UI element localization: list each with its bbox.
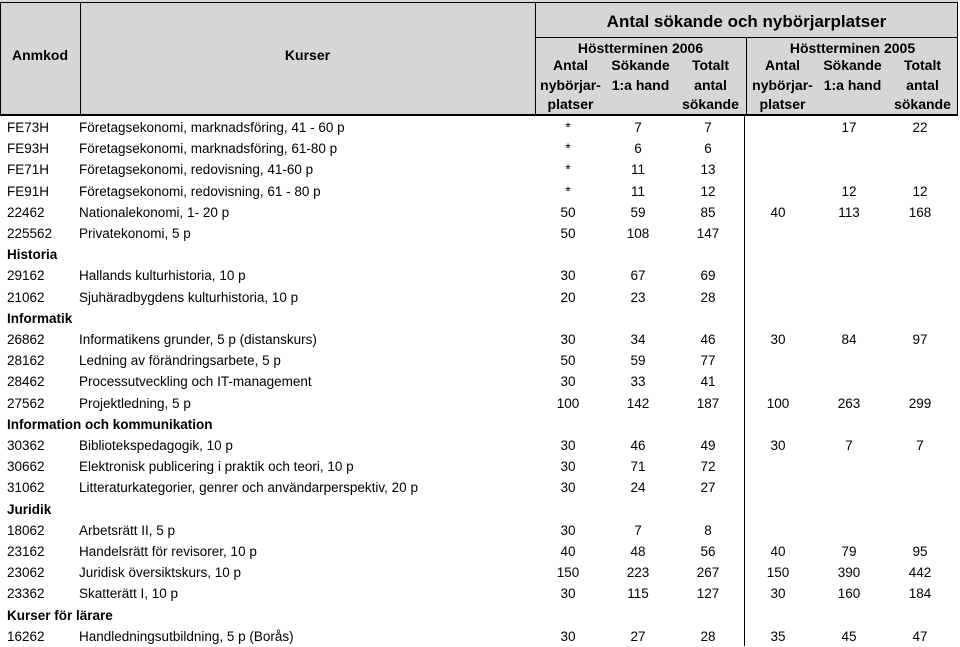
course-name: Informatikens grunder, 5 p (distanskurs) <box>79 332 317 347</box>
table-row <box>0 477 960 498</box>
course-code: 28462 <box>7 374 45 390</box>
cell-totalt-2006: 13 <box>700 162 716 178</box>
table-row <box>0 329 960 350</box>
cell-totalt-2006: 46 <box>700 332 716 347</box>
table-row <box>0 202 960 223</box>
cell-totalt-2006: 72 <box>700 459 716 475</box>
course-name: Ledning av förändringsarbete, 5 p <box>79 353 281 369</box>
section-heading: Historia <box>7 247 58 263</box>
cell-totalt-2006: 267 <box>696 565 720 581</box>
cell-totalt-2005: 7 <box>916 438 924 453</box>
cell-sokande-2006: 59 <box>630 353 646 369</box>
cell-antal-2005: 30 <box>770 586 786 602</box>
table-row <box>0 159 960 180</box>
table-row <box>0 265 960 286</box>
course-name: Arbetsrätt II, 5 p <box>79 522 176 538</box>
cell-antal-2006: * <box>565 120 571 135</box>
course-code: FE73H <box>7 120 50 135</box>
column-header-2005-sokande-1a-hand-line1: Sökande <box>823 57 882 73</box>
cell-sokande-2006: 11 <box>630 162 645 178</box>
course-name: Handledningsutbildning, 5 p (Borås) <box>79 628 294 644</box>
term-2006-header: Höstterminen 2006 <box>577 40 704 56</box>
cell-sokande-2005: 84 <box>841 332 857 347</box>
cell-antal-2006: * <box>565 141 571 157</box>
cell-sokande-2006: 59 <box>630 204 646 220</box>
cell-totalt-2006: 41 <box>700 374 716 390</box>
cell-totalt-2006: 187 <box>696 395 720 411</box>
course-code: 225562 <box>7 226 53 241</box>
table-row <box>0 435 960 456</box>
cell-sokande-2005: 7 <box>845 438 853 453</box>
column-header-2006-totalt-antal-sokande-line2: antal <box>694 76 727 93</box>
cell-sokande-2006: 71 <box>630 459 646 475</box>
section-heading: Information och kommunikation <box>7 416 213 432</box>
course-name: Nationalekonomi, 1- 20 p <box>79 204 230 220</box>
column-header-2005-totalt-antal-sokande-line3: sökande <box>894 96 951 112</box>
course-code: 30362 <box>7 438 45 453</box>
course-code: 21062 <box>7 289 45 305</box>
cell-sokande-2006: 24 <box>630 480 646 496</box>
cell-totalt-2005: 47 <box>912 628 928 644</box>
cell-antal-2006: 30 <box>560 522 576 538</box>
cell-antal-2006: 50 <box>560 226 576 241</box>
course-name: Företagsekonomi, marknadsföring, 41 - 60 p <box>79 120 345 135</box>
cell-totalt-2005: 184 <box>908 586 932 602</box>
course-name: Bibliotekspedagogik, 10 p <box>79 438 233 453</box>
table-row <box>0 562 960 583</box>
cell-totalt-2005: 22 <box>912 120 928 135</box>
column-header-2006-antal-nyborjarplatser-line2: nybörjar- <box>540 76 601 93</box>
cell-totalt-2006: 6 <box>704 141 712 157</box>
course-code: 29162 <box>7 268 45 284</box>
term-2005-header: Höstterminen 2005 <box>789 40 916 56</box>
cell-antal-2006: * <box>565 162 571 178</box>
cell-antal-2006: 30 <box>560 332 576 347</box>
column-header-2005-totalt-antal-sokande-line1: Totalt <box>903 57 942 73</box>
cell-sokande-2006: 48 <box>630 544 646 559</box>
course-name: Litteraturkategorier, genrer och användarperspektiv, 20 p <box>79 480 418 496</box>
cell-sokande-2006: 46 <box>630 438 646 453</box>
cell-totalt-2005: 12 <box>912 183 928 199</box>
course-code: 28162 <box>7 353 45 369</box>
cell-antal-2006: 30 <box>560 459 576 475</box>
cell-totalt-2006: 28 <box>700 289 716 305</box>
column-header-2006-sokande-1a-hand-line2: 1:a hand <box>611 76 670 93</box>
column-header-2005-antal-nyborjarplatser-line3: platser <box>759 96 806 112</box>
cell-totalt-2005: 168 <box>908 204 932 220</box>
cell-sokande-2005: 79 <box>841 544 857 559</box>
course-code: FE93H <box>7 141 50 157</box>
cell-sokande-2006: 33 <box>630 374 646 390</box>
cell-sokande-2006: 115 <box>627 586 649 602</box>
course-code: 16262 <box>7 628 45 644</box>
cell-sokande-2006: 11 <box>630 183 645 199</box>
cell-antal-2006: 100 <box>556 395 580 411</box>
table-row <box>0 520 960 541</box>
column-header-2005-antal-nyborjarplatser-line1: Antal <box>765 57 800 73</box>
cell-antal-2005: 40 <box>770 544 786 559</box>
cell-sokande-2005: 113 <box>838 204 860 220</box>
cell-sokande-2006: 7 <box>634 522 642 538</box>
course-name: Elektronisk publicering i praktik och teori, 10 p <box>79 459 354 475</box>
cell-totalt-2006: 69 <box>700 268 716 284</box>
column-header-2005-antal-nyborjarplatser-line2: nybörjar- <box>752 76 813 93</box>
cell-sokande-2006: 6 <box>634 141 642 157</box>
cell-antal-2005: 30 <box>770 438 786 453</box>
table-row <box>0 393 960 414</box>
cell-antal-2005: 100 <box>766 395 790 411</box>
cell-antal-2005: 150 <box>766 565 790 581</box>
cell-sokande-2005: 17 <box>841 120 857 135</box>
table-row <box>0 138 960 159</box>
cell-sokande-2006: 108 <box>626 226 650 241</box>
cell-antal-2006: 50 <box>560 353 576 369</box>
course-name: Juridisk översiktskurs, 10 p <box>79 565 242 581</box>
column-header-2006-totalt-antal-sokande-line1: Totalt <box>691 57 730 73</box>
course-code: FE91H <box>7 183 50 199</box>
cell-antal-2006: 30 <box>560 438 576 453</box>
table-row <box>0 583 960 604</box>
cell-antal-2006: 150 <box>556 565 580 581</box>
cell-antal-2006: 30 <box>560 480 576 496</box>
cell-sokande-2006: 223 <box>626 565 650 581</box>
course-code: 30662 <box>7 459 45 475</box>
column-header-anmkod: Anmkod <box>12 47 68 63</box>
course-name: Företagsekonomi, marknadsföring, 61-80 p <box>79 141 338 157</box>
cell-sokande-2005: 12 <box>841 183 857 199</box>
course-name: Skatterätt I, 10 p <box>79 586 179 602</box>
course-code: 27562 <box>7 395 45 411</box>
cell-totalt-2006: 8 <box>704 522 712 538</box>
column-header-2005-totalt-antal-sokande-line2: antal <box>906 76 939 93</box>
cell-totalt-2006: 12 <box>700 183 716 199</box>
column-header-2006-antal-nyborjarplatser-line3: platser <box>547 96 594 112</box>
course-name: Handelsrätt för revisorer, 10 p <box>79 544 257 559</box>
table-row <box>0 350 960 371</box>
column-header-2006-totalt-antal-sokande-line3: sökande <box>682 96 739 112</box>
cell-sokande-2005: 45 <box>841 628 857 644</box>
cell-totalt-2005: 97 <box>912 332 928 347</box>
cell-totalt-2006: 28 <box>700 628 716 644</box>
cell-totalt-2006: 77 <box>700 353 716 369</box>
cell-totalt-2006: 127 <box>696 586 720 602</box>
cell-antal-2006: 30 <box>560 374 576 390</box>
course-code: 23062 <box>7 565 45 581</box>
course-code: 31062 <box>7 480 45 496</box>
cell-antal-2006: 50 <box>560 204 576 220</box>
cell-totalt-2006: 85 <box>700 204 716 220</box>
cell-sokande-2005: 160 <box>837 586 861 602</box>
cell-sokande-2006: 23 <box>630 289 646 305</box>
cell-totalt-2006: 56 <box>700 544 716 559</box>
cell-sokande-2006: 7 <box>634 120 642 135</box>
cell-antal-2005: 40 <box>770 204 786 220</box>
column-header-kurser: Kurser <box>284 47 331 63</box>
cell-totalt-2006: 147 <box>696 226 720 241</box>
cell-totalt-2005: 95 <box>912 544 928 559</box>
table-row <box>0 117 960 138</box>
table-title: Antal sökande och nybörjarplatser <box>606 12 887 31</box>
cell-sokande-2006: 142 <box>626 395 650 411</box>
column-header-2005-sokande-1a-hand-line2: 1:a hand <box>823 76 882 93</box>
table-row <box>0 541 960 562</box>
cell-antal-2006: 30 <box>560 268 576 284</box>
cell-totalt-2005: 299 <box>908 395 932 411</box>
course-name: Projektledning, 5 p <box>79 395 191 411</box>
section-heading: Juridik <box>7 501 52 517</box>
cell-sokande-2006: 34 <box>630 332 646 347</box>
cell-sokande-2005: 263 <box>837 395 861 411</box>
course-code: 26862 <box>7 332 45 347</box>
course-code: FE71H <box>7 162 50 178</box>
section-heading: Kurser för lärare <box>7 607 113 623</box>
cell-sokande-2005: 390 <box>837 565 861 581</box>
course-name: Privatekonomi, 5 p <box>79 226 191 241</box>
course-name: Företagsekonomi, redovisning, 61 - 80 p <box>79 183 321 199</box>
cell-antal-2006: 30 <box>560 586 576 602</box>
cell-totalt-2006: 49 <box>700 438 716 453</box>
cell-antal-2005: 35 <box>770 628 786 644</box>
course-name: Sjuhäradbygdens kulturhistoria, 10 p <box>79 289 299 305</box>
table-row <box>0 181 960 202</box>
column-header-2006-sokande-1a-hand-line1: Sökande <box>611 57 670 73</box>
course-code: 23362 <box>7 586 45 602</box>
table-row <box>0 223 960 244</box>
course-name: Processutveckling och IT-management <box>79 374 312 390</box>
cell-antal-2006: 40 <box>560 544 576 559</box>
cell-sokande-2006: 67 <box>630 268 646 284</box>
cell-sokande-2006: 27 <box>630 628 646 644</box>
course-name: Företagsekonomi, redovisning, 41-60 p <box>79 162 314 178</box>
course-code: 22462 <box>7 204 45 220</box>
table-row <box>0 287 960 308</box>
table-row <box>0 371 960 392</box>
cell-totalt-2006: 27 <box>700 480 716 496</box>
cell-antal-2006: 30 <box>560 628 576 644</box>
column-header-2006-antal-nyborjarplatser-line1: Antal <box>553 57 588 73</box>
cell-antal-2005: 30 <box>770 332 786 347</box>
table-row <box>0 456 960 477</box>
cell-antal-2006: * <box>565 183 571 199</box>
cell-totalt-2006: 7 <box>704 120 712 135</box>
course-code: 23162 <box>7 544 45 559</box>
table-row <box>0 626 960 647</box>
course-code: 18062 <box>7 522 45 538</box>
cell-antal-2006: 20 <box>560 289 576 305</box>
cell-totalt-2005: 442 <box>908 565 932 581</box>
section-heading: Informatik <box>7 310 73 326</box>
course-name: Hallands kulturhistoria, 10 p <box>79 268 246 284</box>
